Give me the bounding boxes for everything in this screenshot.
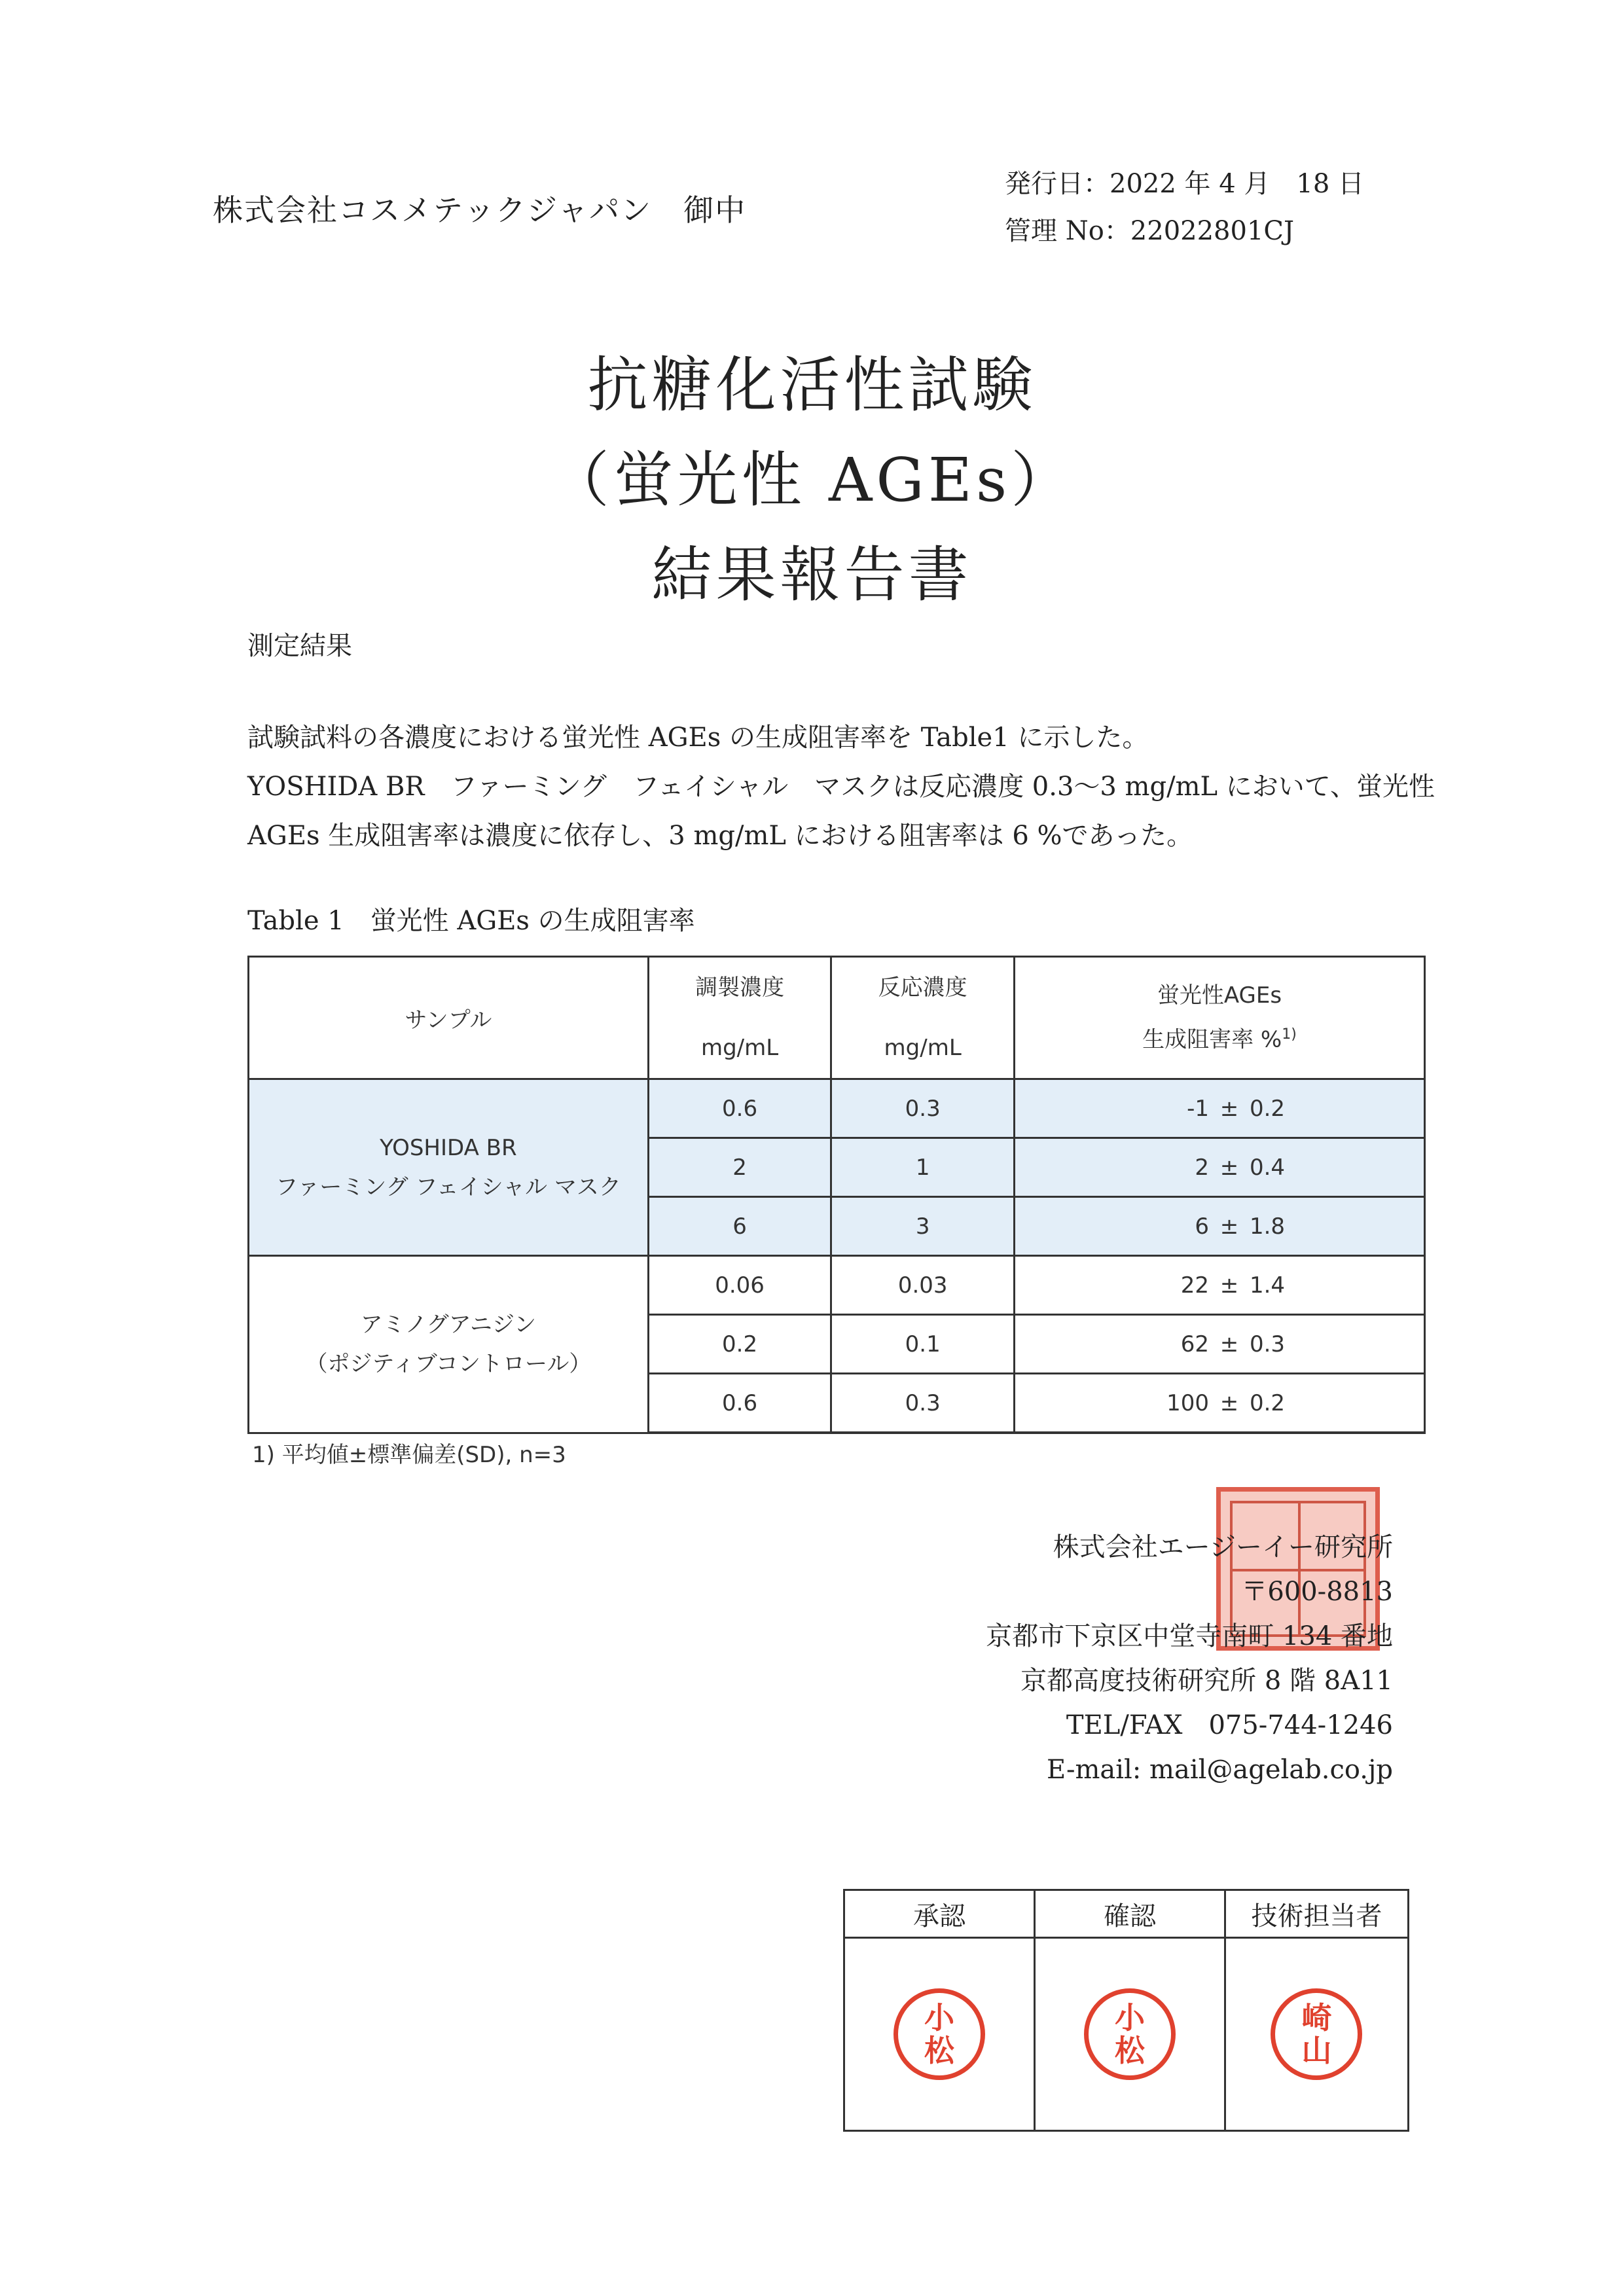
issuer-tel: TEL/FAX 075-744-1246 [1066, 1710, 1393, 1740]
approval-stamp-cell [1225, 1938, 1408, 2131]
react-conc-cell: 0.3 [831, 1374, 1015, 1433]
inhibition-cell: 100 ± 0.2 [1014, 1374, 1424, 1433]
results-table [247, 956, 1426, 1434]
paragraph-line-3: AGEs 生成阻害率は濃度に依存し、3 mg/mL における阻害率は 6 %であった。 [247, 821, 1193, 851]
header-react-conc: 反応濃度 mg/mL [831, 957, 1015, 1079]
table-row [249, 1256, 1425, 1315]
react-conc-cell: 0.1 [831, 1315, 1015, 1374]
issuer-address-2: 京都高度技術研究所 8 階 8A11 [1020, 1666, 1393, 1696]
issuer-postal: 〒600-8813 [1241, 1577, 1393, 1607]
issuer-address-1: 京都市下京区中堂寺南町 134 番地 [986, 1621, 1393, 1651]
hanko-stamp: 小 松 [893, 1988, 985, 2080]
hanko-stamp: 小 松 [1084, 1988, 1176, 2080]
approval-stamp-cell [844, 1938, 1035, 2131]
approval-header-row [844, 1890, 1409, 1938]
prep-conc-cell: 2 [648, 1138, 831, 1197]
sample-name-cell: YOSHIDA BR ファーミング フェイシャル マスク [249, 1079, 649, 1256]
issuer-email: E-mail: mail@agelab.co.jp [1047, 1755, 1393, 1785]
document-meta [1005, 160, 1364, 255]
inhibition-cell: 6 ± 1.8 [1014, 1197, 1424, 1256]
react-conc-cell: 0.3 [831, 1079, 1015, 1138]
react-conc-cell: 0.03 [831, 1256, 1015, 1315]
issue-date: 発行日：2022 年 4 月 18 日 [1005, 169, 1365, 199]
table-caption: Table 1 蛍光性 AGEs の生成阻害率 [247, 906, 695, 936]
sample-name-cell: アミノグアニジン （ポジティブコントロール） [249, 1256, 649, 1433]
table-row [249, 1079, 1425, 1138]
paragraph-line-2: YOSHIDA BR ファーミング フェイシャル マスクは反応濃度 0.3～3 mg/mL において、蛍光性 [247, 772, 1435, 802]
control-number: 管理 No：22022801CJ [1005, 216, 1295, 246]
recipient: 株式会社コスメテックジャパン 御中 [213, 192, 747, 228]
table-footnote: 1) 平均値±標準偏差(SD), n=3 [252, 1442, 566, 1468]
approval-stamp-row [844, 1938, 1409, 2131]
inhibition-cell: 62 ± 0.3 [1014, 1315, 1424, 1374]
header-sample: サンプル [249, 957, 649, 1079]
inhibition-cell: 22 ± 1.4 [1014, 1256, 1424, 1315]
inhibition-cell: -1 ± 0.2 [1014, 1079, 1424, 1138]
prep-conc-cell: 6 [648, 1197, 831, 1256]
prep-conc-cell: 0.6 [648, 1079, 831, 1138]
title-line-1: 抗糖化活性試験 [587, 350, 1037, 420]
prep-conc-cell: 0.06 [648, 1256, 831, 1315]
react-conc-cell: 3 [831, 1197, 1015, 1256]
header-prep-conc: 調製濃度 mg/mL [648, 957, 831, 1079]
approval-table [843, 1889, 1409, 2132]
issuer-block [986, 1525, 1393, 1792]
hanko-stamp: 崎 山 [1271, 1988, 1362, 2080]
result-paragraph [247, 713, 1439, 861]
issuer-company: 株式会社エージーイー研究所 [1053, 1532, 1393, 1562]
title-line-3: 結果報告書 [651, 540, 973, 610]
prep-conc-cell: 0.2 [648, 1315, 831, 1374]
header-inhibition: 蛍光性AGEs 生成阻害率 %$^{1)}$ [1014, 957, 1424, 1079]
title-line-2: （蛍光性 AGEs） [549, 445, 1075, 515]
paragraph-line-1: 試験試料の各濃度における蛍光性 AGEs の生成阻害率を Table1 に示した。 [247, 723, 1149, 753]
table-header-row [249, 957, 1425, 1079]
inhibition-cell: 2 ± 0.4 [1014, 1138, 1424, 1197]
react-conc-cell: 1 [831, 1138, 1015, 1197]
approval-header-approve: 承認 [844, 1890, 1035, 1938]
approval-header-confirm: 確認 [1034, 1890, 1225, 1938]
approval-stamp-cell [1034, 1938, 1225, 2131]
approval-header-technician: 技術担当者 [1225, 1890, 1408, 1938]
section-heading: 測定結果 [247, 631, 352, 661]
prep-conc-cell: 0.6 [648, 1374, 831, 1433]
